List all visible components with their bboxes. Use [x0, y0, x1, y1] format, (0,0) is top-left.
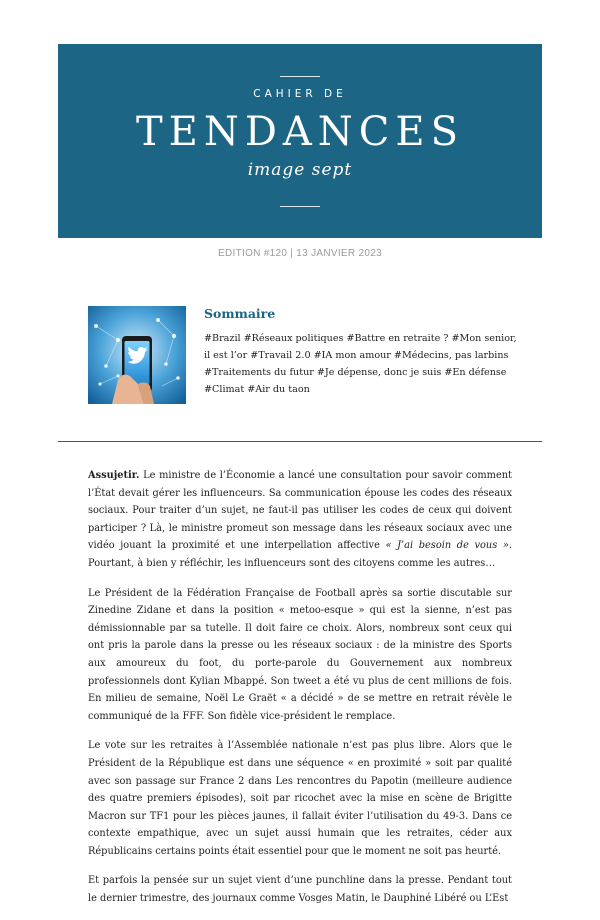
phone-twitter-icon	[88, 306, 186, 404]
article-paragraph-1	[88, 467, 512, 573]
article-p1-quote: « J’ai besoin de vous »	[385, 540, 509, 552]
sommaire-topics: #Brazil #Réseaux politiques #Battre en retraite ? #Mon senior, il est l’or #Travail 2.0 #IA mon amour #Médecins, pas larbins #Traitements du futur #Je dépense, donc je suis #En défense #Climat #Air du taon	[204, 333, 517, 395]
article-paragraph-4: Et parfois la pensée sur un sujet vient d’une punchline dans la presse. Pendant tout le dernier trimestre, des journaux comme Vosges Matin, le Dauphiné Libéré ou L’Est	[88, 875, 512, 905]
masthead-signature: image sept	[247, 160, 353, 180]
article-p1-text-b: . Pourtant, à bien y réfléchir, les influenceurs sont des citoyens comme les autres…	[88, 540, 512, 569]
article-body	[88, 467, 512, 920]
article-paragraph-2: Le Président de la Fédération Française de Football après sa sortie discutable sur Zinedine Zidane et dans la position « metoo-esque » qui est la sienne, n’est pas démissionnable par sa tutelle. Il doit faire ce choix. Alors, nombreux sont ceux qui ont pris la parole dans la presse ou les réseaux sociaux : de la ministre des Sports aux amoureux du foot, du porte-parole du Gouvernement aux nombreux professionnels dont Kylian Mbappé. Son tweet a été vu plus de cent millions de fois. En milieu de semaine, Noël Le Graët « a décidé » de se mettre en retrait révèle le communiqué de la FFF. Son fidèle vice-président le remplace.	[88, 587, 512, 722]
article-p1-text-a: Le ministre de l’Économie a lancé une consultation pour savoir comment l’État devait gérer les influenceurs. Sa communication épouse les codes des réseaux sociaux. Pour traiter d’un sujet, ne faut-il pas utiliser les codes de ceux qui doivent participer ? Là, le ministre promeut son message dans les réseaux sociaux avec une vidéo jouant la proximité et une interpellation affective	[88, 470, 512, 552]
edition-line: EDITION #120 | 13 JANVIER 2023	[218, 248, 382, 259]
article-paragraph-3: Le vote sur les retraites à l’Assemblée nationale n’est pas plus libre. Alors que le Président de la République est dans une séquence « en proximité » soit par qualité avec son passage sur France 2 dans Les rencontres du Papotin (meilleure audience des quatre premiers épisodes), soit par ricochet avec la mise en scène de Brigitte Macron sur TF1 pour les pièces jaunes, il fallait éviter l’utilisation du 49-3. Dans ce contexte empathique, avec un sujet aussi humain que les retraites, céder aux Républicains certains points était essentiel pour que le moment ne soit pas heurté.	[88, 740, 512, 857]
masthead-rule-bottom	[280, 206, 320, 207]
article-lead-word: Assujetir.	[88, 470, 140, 481]
masthead-kicker: CAHIER DE	[253, 88, 347, 100]
masthead-rule-top	[280, 76, 320, 77]
masthead-banner	[58, 44, 542, 238]
section-divider	[58, 441, 542, 442]
sommaire-heading: Sommaire	[204, 306, 276, 321]
masthead-title: TENDANCES	[135, 109, 465, 155]
